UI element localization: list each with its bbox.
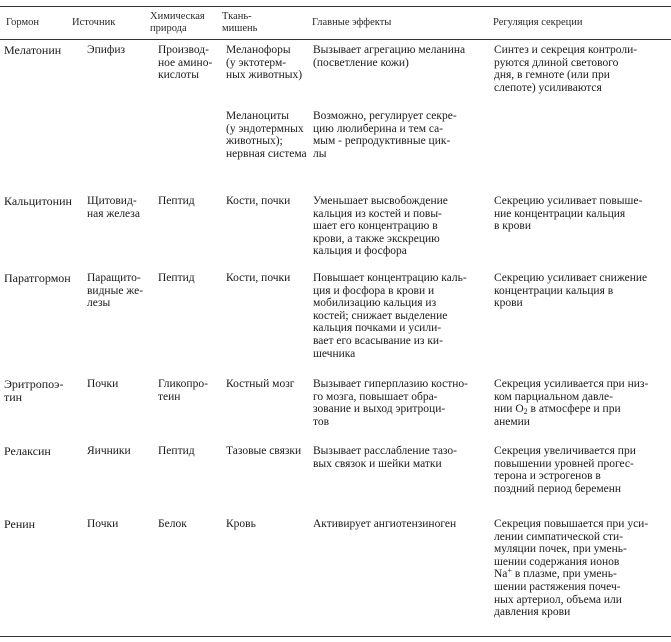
row-parathormone-chemistry: Пептид	[158, 272, 195, 284]
row-erythropoietin-regulation: Секреция усиливается при низ- ком парциальном давле- нии $O_2$ в атмосфере и при анемии	[494, 378, 649, 428]
top-rule	[0, 6, 671, 7]
row-renin-hormone: Ренин	[4, 517, 36, 531]
row-relaxin-hormone: Релаксин	[4, 444, 51, 458]
row-melatonin-regulation: Синтез и секреция контроли- руются длиной светового дня, в гемноте (или при слепоте) усиливаются	[494, 44, 638, 94]
row-melatonin-hormone: Мелатонин	[4, 43, 62, 57]
row-relaxin-source: Яичники	[87, 445, 131, 457]
row-calcitonin-hormone: Кальцитонин	[4, 194, 72, 208]
row-renin-tissue: Кровь	[226, 518, 256, 530]
row-calcitonin-regulation: Секрецию усиливает повыше- ние концентрации кальция в крови	[494, 195, 643, 233]
row-melatonin-chemistry: Производ- ное амино- кислоты	[158, 44, 213, 82]
row-parathormone-effects: Повышает концентрацию каль- ция и фосфора в крови и мобилизацию кальция из костей; снижает выделение кальция почками и усили- вает его всасывание из ки- шечника	[313, 272, 467, 360]
row-calcitonin-source: Щитовид- ная железа	[87, 195, 140, 220]
row-melatonin-source: Эпифиз	[87, 44, 126, 56]
row-erythropoietin-tissue: Костный мозг	[226, 378, 295, 390]
row-calcitonin-tissue: Кости, почки	[226, 195, 291, 207]
row-melatonin-effects: Вызывает агрегацию меланина (посветление кожи)	[313, 44, 466, 69]
header-hormone: Гормон	[6, 17, 40, 28]
row-relaxin-effects: Вызывает расслабление тазо- вых связок и шейки матки	[313, 445, 457, 470]
row-parathormone-hormone: Паратгормон	[4, 271, 71, 285]
header-source: Источник	[72, 17, 116, 28]
row-relaxin-regulation: Секреция увеличивается при повышении уровней прогес- терона и эстрогенов в поздний период беременн	[494, 445, 636, 495]
row-erythropoietin-hormone: Эритропоэ- тин	[4, 377, 64, 404]
row-renin-effects: Активирует ангиотензиноген	[313, 518, 457, 530]
row-renin-source: Почки	[87, 518, 119, 530]
row-parathormone-tissue: Кости, почки	[226, 272, 291, 284]
row-relaxin-chemistry: Пептид	[158, 445, 195, 457]
header-chemistry: Химическая природа	[150, 11, 205, 34]
row-erythropoietin-chemistry: Гликопро- теин	[158, 378, 208, 403]
row-melatonin-tissue-2: Меланоциты (у эндотермных животных); нервная система	[226, 110, 307, 160]
row-relaxin-tissue: Тазовые связки	[226, 445, 302, 457]
row-calcitonin-effects: Уменьшает высвобождение кальция из костей и повы- шает его концентрацию в крови, а также экскрецию кальция и фосфора	[313, 195, 448, 258]
row-parathormone-regulation: Секрецию усиливает снижение концентрации кальция в крови	[494, 272, 648, 310]
bottom-rule	[0, 636, 671, 637]
row-parathormone-source: Паращито- видные же- лезы	[87, 272, 144, 310]
header-effects: Главные эффекты	[312, 17, 392, 28]
row-calcitonin-chemistry: Пептид	[158, 195, 195, 207]
row-melatonin-tissue: Меланофоры (у эктотерм- ных животных)	[226, 44, 303, 82]
row-erythropoietin-effects: Вызывает гиперплазию костно- го мозга, повышает обра- зование и выход эритроци- тов	[313, 378, 468, 428]
header-tissue: Ткань- мишень	[222, 11, 258, 34]
row-renin-chemistry: Белок	[158, 518, 187, 530]
row-melatonin-effects-2: Возможно, регулирует секре- цию люлиберина и тем са- мым - репродуктивные цик- лы	[313, 110, 457, 160]
header-regulation: Регуляция секреции	[493, 17, 583, 28]
row-erythropoietin-source: Почки	[87, 378, 119, 390]
header-rule	[0, 39, 671, 40]
row-renin-regulation: Секреция повышается при уси- лении симпатической сти- муляции почек, при умень- шении содержания ионов Na+ в плазме, при умень- шении растяжения почеч- ных артериол, объема или давления крови	[494, 518, 649, 619]
